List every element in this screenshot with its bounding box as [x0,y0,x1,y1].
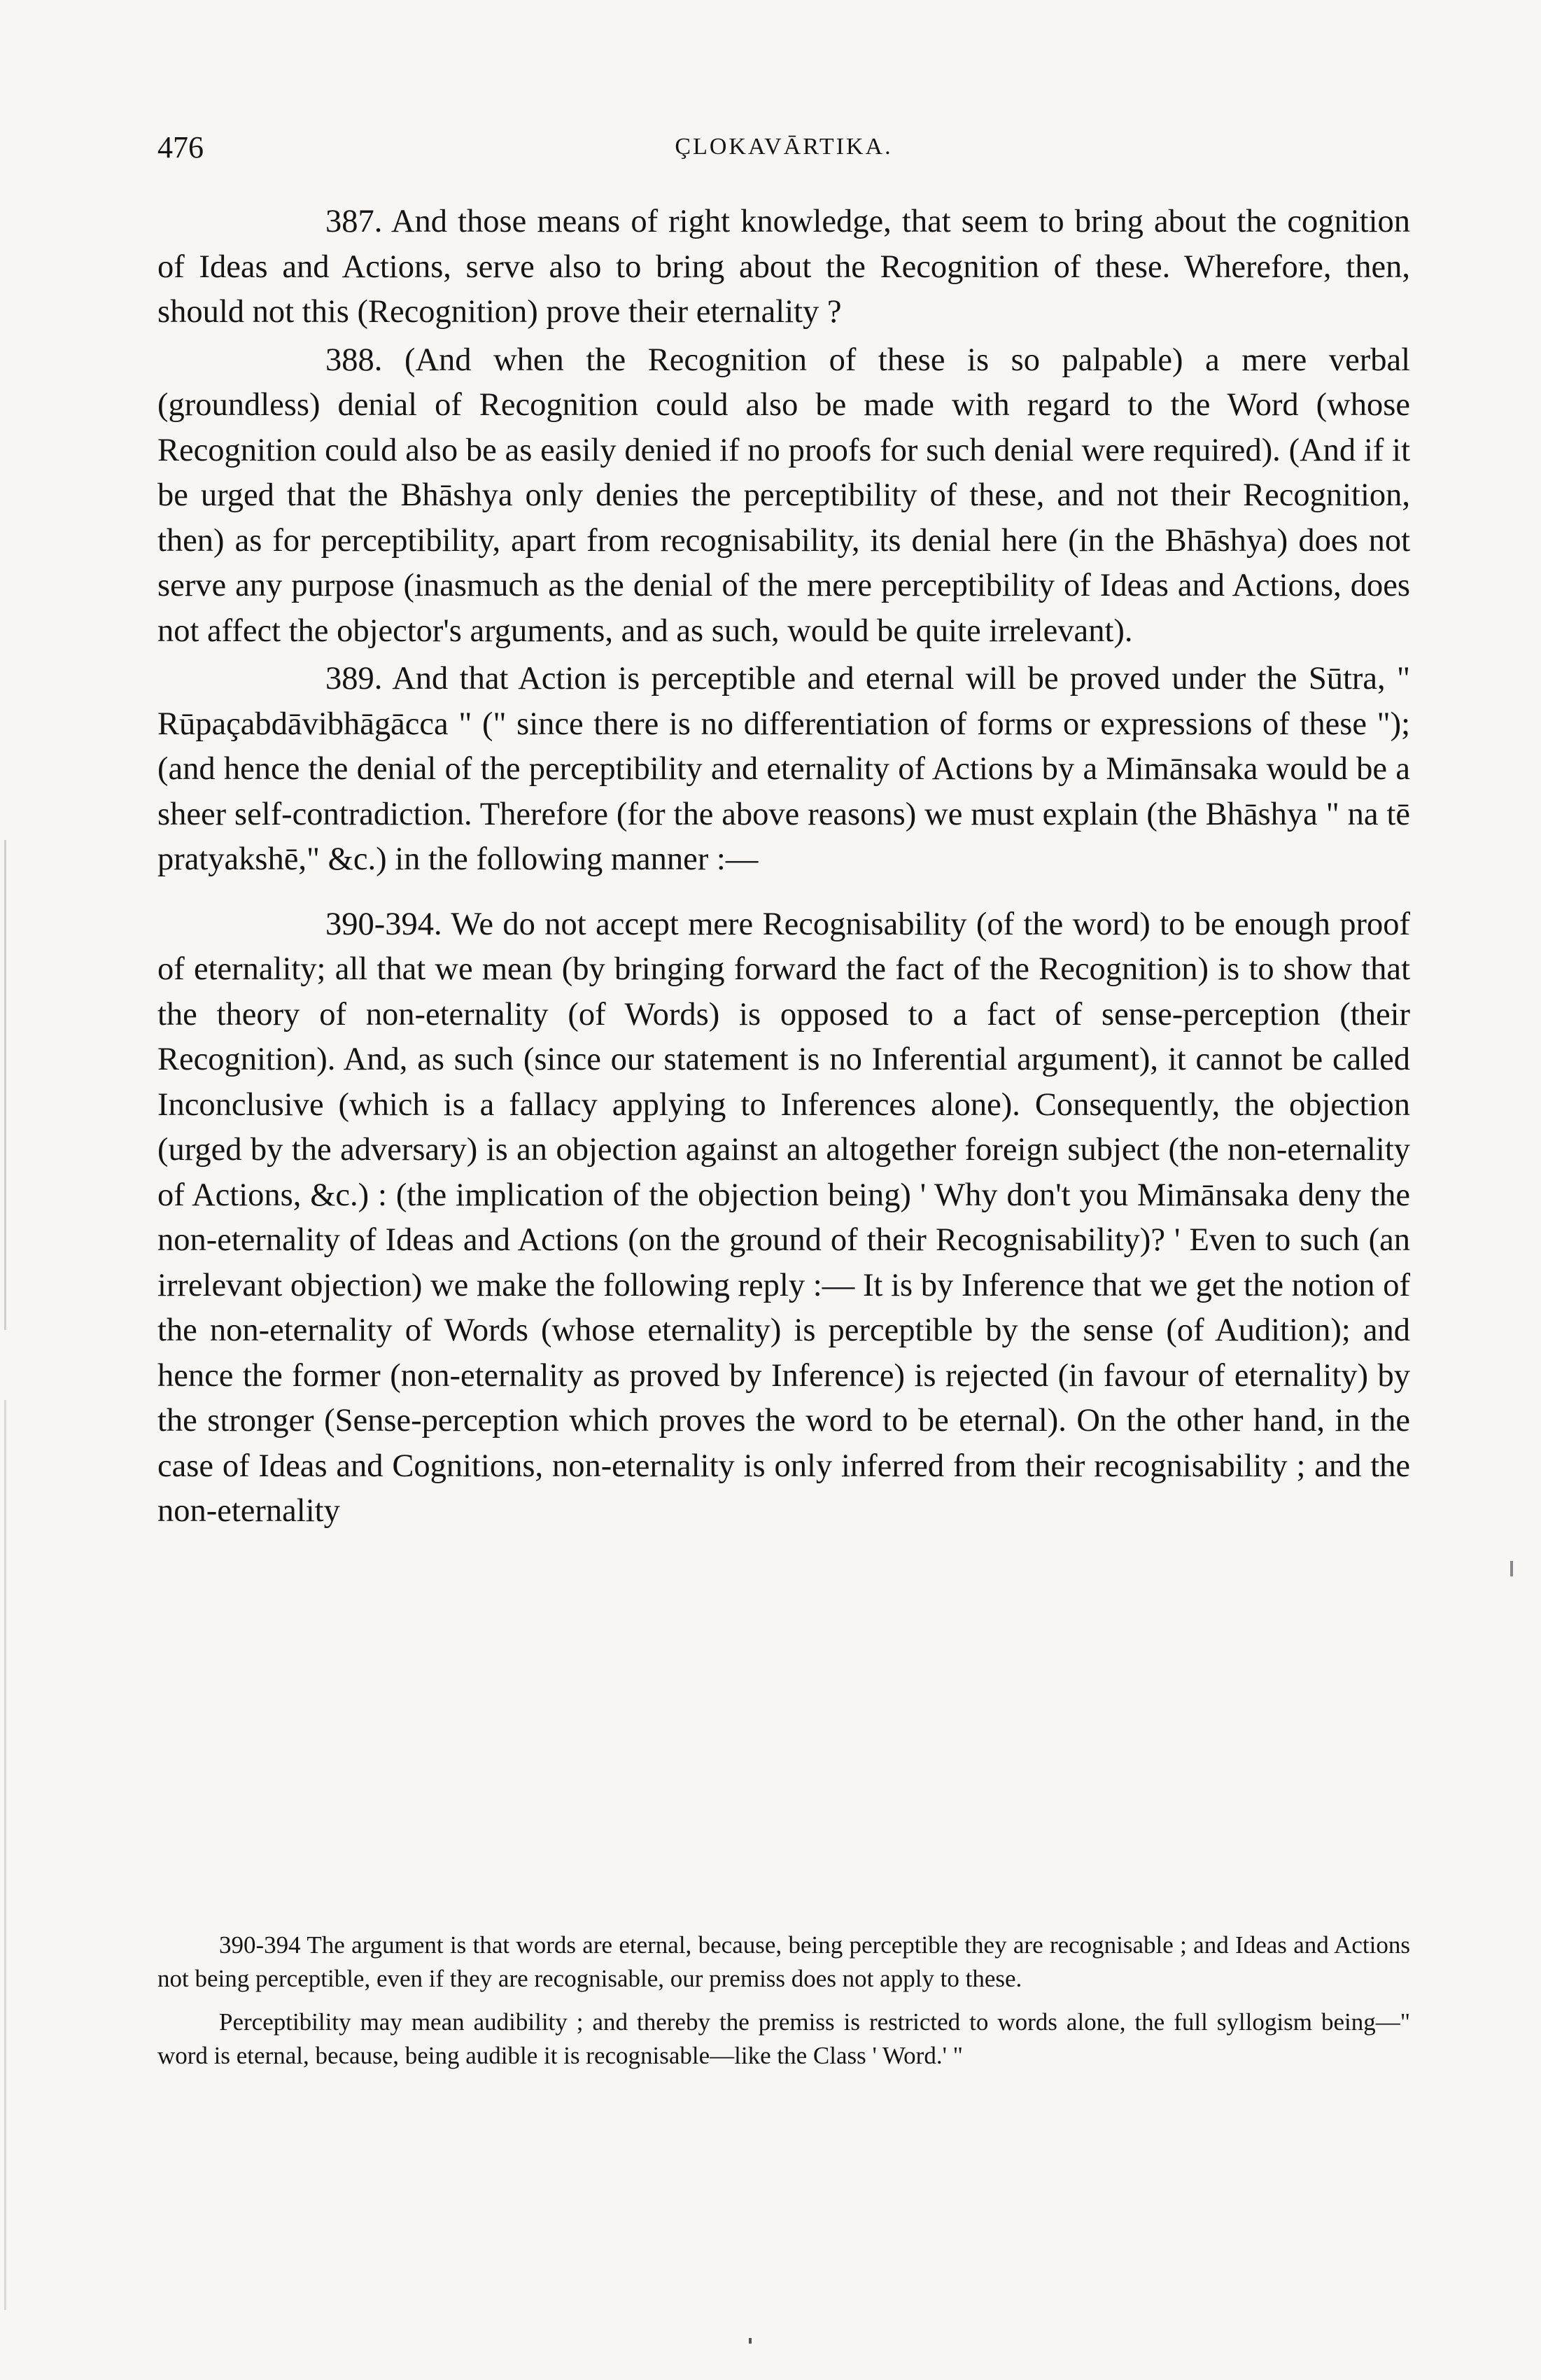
paragraph-text: And those means of right knowledge, that seem to bring about the cognition of Ideas and Actions, serve also to bring about the Recognition of these. Wherefore, then, should not this (Recognition) prove their eternality ? [157,204,1410,330]
margin-mark [1510,1561,1513,1576]
page-header [157,130,1410,172]
paragraph-number: 388. [325,342,383,378]
footnote-number: 390-394 [219,1931,301,1959]
paragraph-number: 387. [325,204,383,239]
footnote [157,1928,1410,1996]
footnote-text: Perceptibility may mean audibility ; and thereby the premiss is restricted to words alone, the full syllogism being—" word is eternal, because, being audible it is recognisable—like the Class ' Word.' " [157,2008,1410,2069]
paragraph-text: (And when the Recognition of these is so palpable) a mere verbal (groundless) denial of Recognition could also be made with regard to the Word (whose Recognition could also be as easily denied if no proofs for such denial were required). (And if it be urged that the Bhāshya only denies the perceptibility of these, and not their Recognition, then) as for perceptibility, apart from recognisability, its denial here (in the Bhāshya) does not serve any purpose (inasmuch as the denial of the mere perceptibility of Ideas and Actions, does not affect the objector's arguments, and as such, would be quite irrelevant). [157,342,1411,649]
running-title: ÇLOKAVĀRTIKA. [675,134,893,160]
main-text [157,200,1410,1537]
scan-edge-mark [4,840,6,1330]
paragraph-390-394 [157,902,1410,1534]
page-number: 476 [157,130,204,164]
paragraph-number: 389. [325,661,383,696]
paragraph-388 [157,338,1410,654]
paragraph-number: 390-394. [325,906,442,942]
paragraph-text: We do not accept mere Recognisability (of the word) to be enough proof of eternality; all that we mean (by bringing forward the fact of the Recognition) is to show that the theory of non-eternality (of Words) is opposed to a fact of sense-perception (their Recognition). And, as such (since our statement is no Inferential argument), it cannot be called Inconclusive (which is a fallacy applying to Inferences alone). Consequently, the objection (urged by the adversary) is an objection against an altogether foreign subject (the non-eternality of Actions, &c.) : (the implication of the objection being) ' Why don't you Mimānsaka deny the non-eternality of Ideas and Actions (on the ground of their Recognisability)? ' Even to such (an irrelevant objection) we make the following reply :— It is by Inference that we get the notion of the non-eternality of Words (whose eternality) is perceptible by the sense (of Audition); and hence the former (non-eternality as proved by Inference) is rejected (in favour of eternality) by the stronger (Sense-perception which proves the word to be eternal). On the other hand, in the case of Ideas and Cognitions, non-eternality is only inferred from their recognisability ; and the non-eternality [157,906,1410,1529]
footnotes [157,1928,1410,2082]
scan-edge-mark [4,1400,6,2310]
paragraph-389 [157,657,1410,883]
scan-dot [749,2338,752,2344]
paragraph-387 [157,200,1410,335]
paragraph-text: And that Action is perceptible and eternal will be proved under the Sūtra, " Rūpaçabdāvibhāgācca " (" since there is no differentiation of forms or expressions of these "); (and hence the denial of the perceptibility and eternality of Actions by a Mimānsaka would be a sheer self-contradiction. Therefore (for the above reasons) we must explain (the Bhāshya " na tē pratyakshē," &c.) in the following manner :— [157,661,1410,877]
footnote-text: The argument is that words are eternal, because, being perceptible they are recognisable ; and Ideas and Actions not being perceptible, even if they are recognisable, our premiss does not apply to these. [157,1931,1411,1992]
footnote [157,2005,1410,2073]
